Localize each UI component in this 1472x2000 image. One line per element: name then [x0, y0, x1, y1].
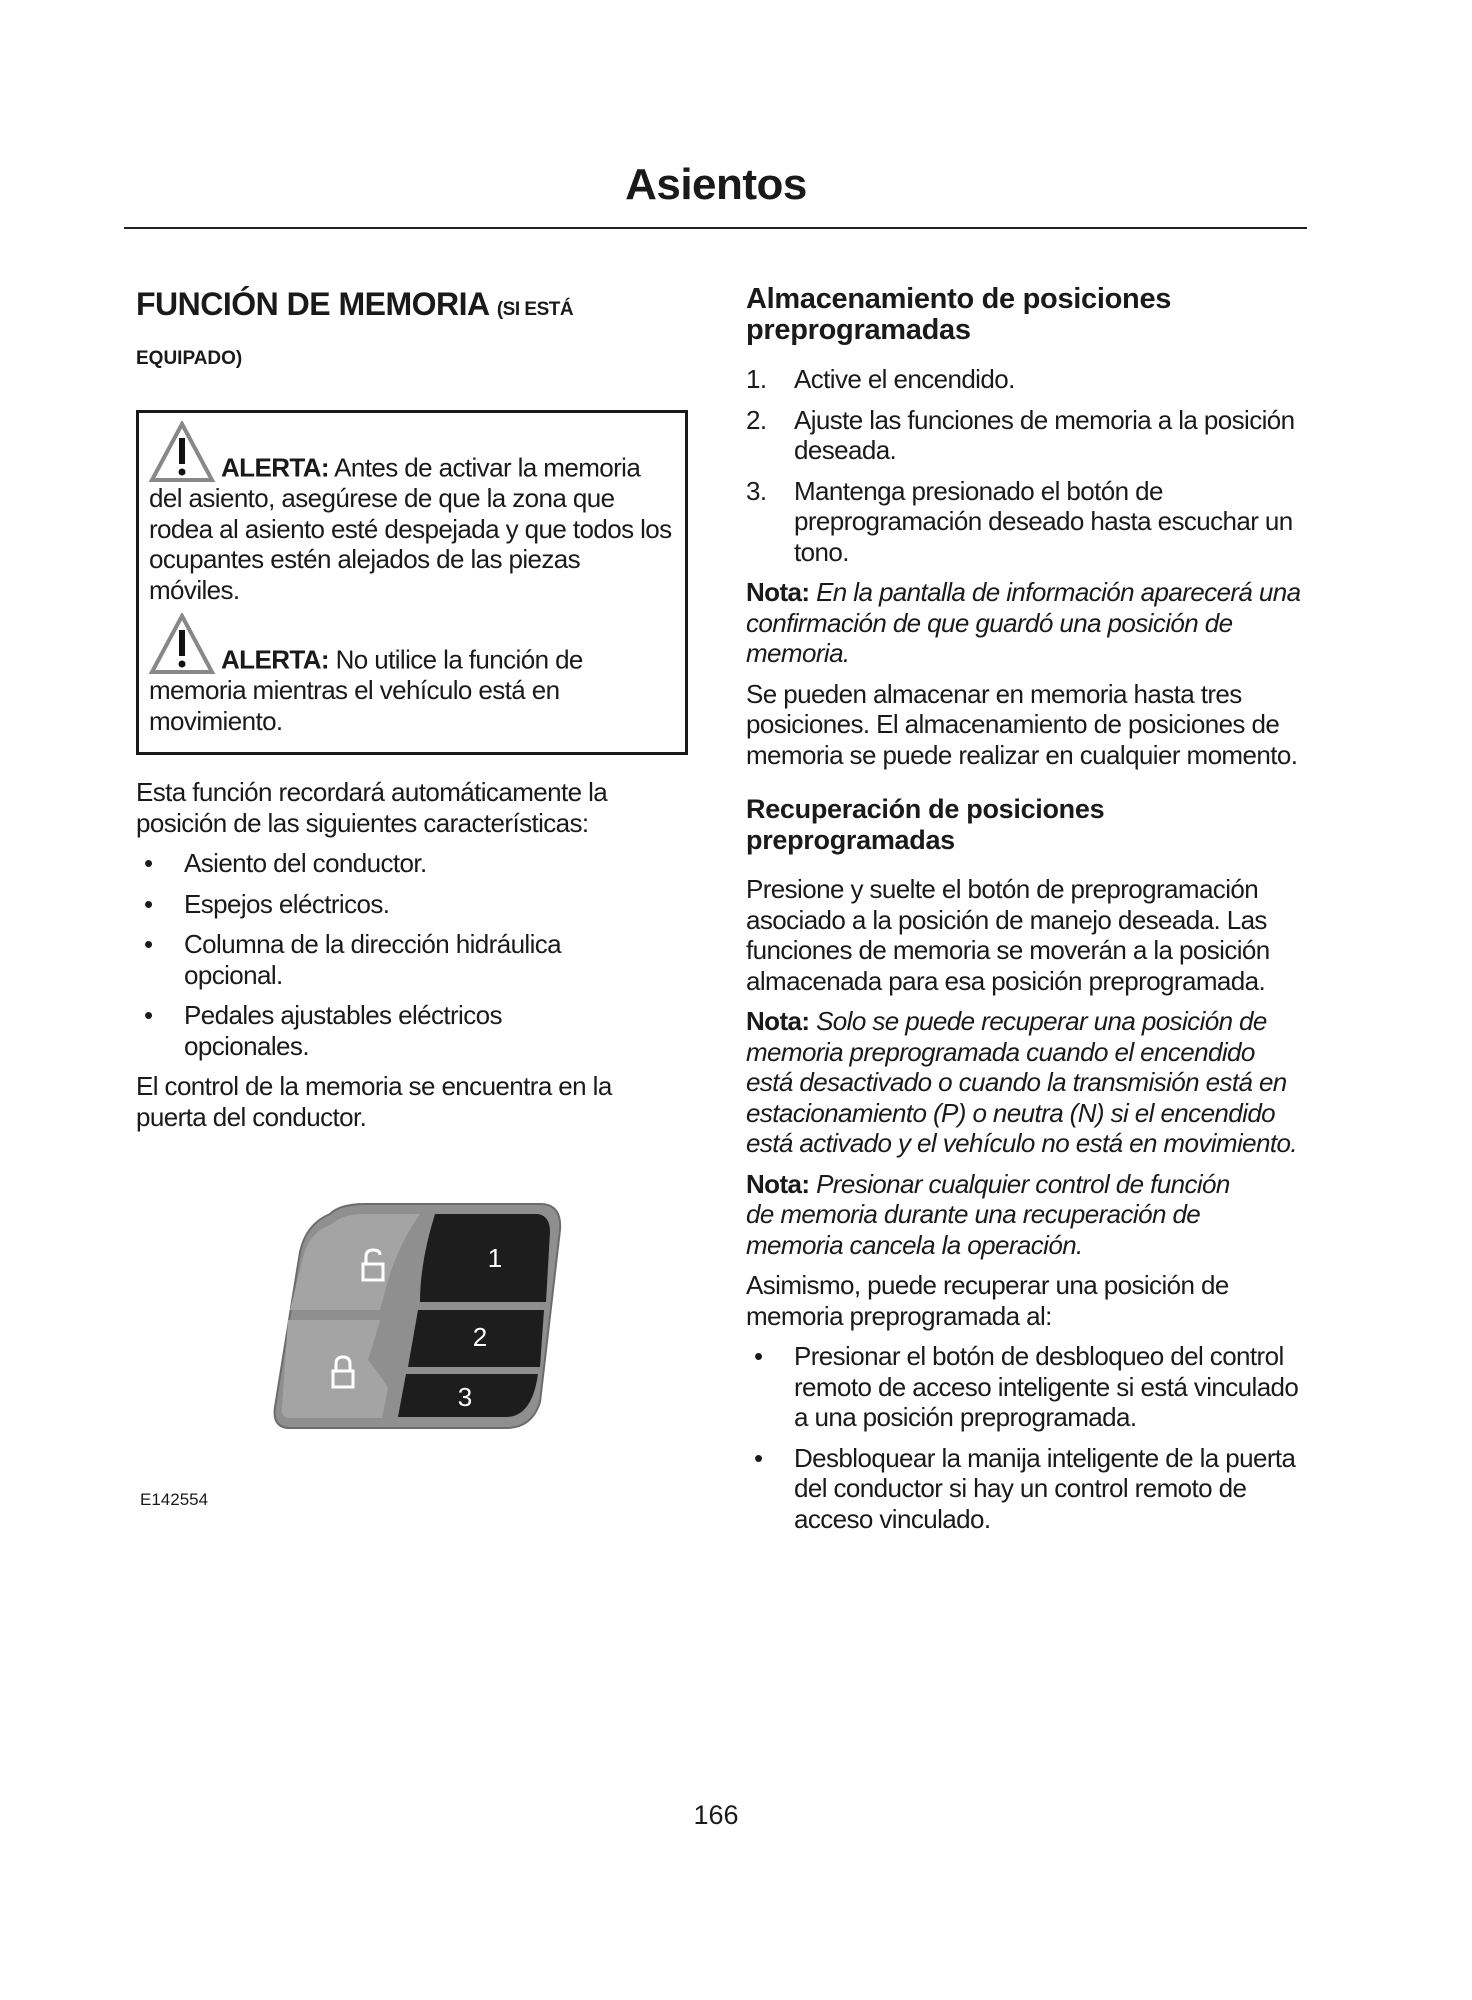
store-paragraph: Se pueden almacenar en memoria hasta tres posiciones. El almacenamiento de posiciones de memoria se puede realizar en cualquier momento. — [746, 678, 1298, 770]
list-item-text: Pedales ajustables eléctricos opcionales. — [184, 1000, 502, 1061]
list-item-text: Presionar el botón de desbloqueo del control remoto de acceso inteligente si está vinculado a una posición preprogramada. — [794, 1341, 1299, 1432]
page-number: 166 — [693, 1800, 739, 1830]
list-item: • Desbloquear la manija inteligente de la puerta del conductor si hay un control remoto de acceso vinculado. — [754, 1442, 1296, 1534]
note-label: Nota: — [746, 1006, 810, 1036]
list-item-text: Desbloquear la manija inteligente de la puerta del conductor si hay un control remoto de acceso vinculado. — [794, 1442, 1296, 1534]
heading-small: (SI ESTÁ — [496, 299, 574, 320]
note-text: Solo se puede recuperar una posición de memoria preprogramada cuando el encendido está desactivado o cuando la transmisión está en estacionamiento (P) o neutra (N) si el encendido está activado y el vehículo no está en movimiento. — [746, 1006, 1297, 1158]
warning-triangle-icon — [149, 421, 215, 483]
note-label: Nota: — [746, 1168, 810, 1199]
alert-2 — [149, 613, 675, 736]
step-number: 1. — [746, 364, 767, 394]
figure-caption: E142554 — [140, 1490, 209, 1509]
list-item-text: Columna de la dirección hidráulica opcional. — [184, 929, 562, 990]
control-paragraph: El control de la memoria se encuentra en la puerta del conductor. — [136, 1071, 612, 1132]
recall-heading: Recuperación de posiciones preprogramadas — [746, 794, 1105, 855]
page-title: Asientos — [625, 160, 807, 209]
step-text: Mantenga presionado el botón de preprogramación deseado hasta escuchar un tono. — [794, 475, 1293, 567]
step-number: 2. — [746, 404, 767, 435]
memory-button-1 — [420, 1214, 550, 1302]
button-1-label: 1 — [487, 1243, 503, 1273]
alert-text: Antes de activar la memoria del asiento, asegúrese de que la zona que rodea al asiento esté despejada y que todos los ocupantes estén alejados de las piezas móviles. — [149, 452, 672, 605]
left-column — [136, 284, 688, 1510]
warning-triangle-icon — [149, 613, 215, 675]
step-item — [746, 476, 1294, 568]
button-2-label: 2 — [472, 1322, 488, 1352]
also-paragraph: Asimismo, puede recuperar una posición de memoria preprogramada al: — [746, 1270, 1229, 1331]
alert-box — [136, 410, 688, 755]
alert-1 — [149, 421, 675, 605]
note-3 — [746, 1169, 1246, 1261]
store-heading: Almacenamiento de posiciones preprogramadas — [746, 283, 1172, 346]
list-item: • Espejos eléctricos. — [144, 888, 390, 919]
button-3-label: 3 — [457, 1382, 473, 1412]
heading-text: FUNCIÓN DE MEMORIA — [136, 286, 489, 322]
right-column — [746, 284, 1306, 1544]
note-label: Nota: — [746, 577, 810, 607]
note-2 — [746, 1006, 1306, 1159]
recall-paragraph: Presione y suelte el botón de preprogramación asociado a la posición de manejo deseada. Las funciones de memoria se moverán a la posición almacenada para esa posición preprogramada. — [746, 874, 1270, 996]
alert-label: ALERTA: — [221, 644, 329, 675]
alert-text: No utilice la función de memoria mientras el vehículo está en movimiento. — [149, 644, 583, 736]
step-item — [746, 405, 1306, 466]
list-item: • Asiento del conductor. — [144, 848, 427, 878]
intro-paragraph: Esta función recordará automáticamente la posición de las siguientes características: — [136, 777, 608, 838]
step-text: Ajuste las funciones de memoria a la posición deseada. — [794, 404, 1295, 465]
note-1 — [746, 577, 1306, 669]
note-text: Presionar cualquier control de función de memoria durante una recuperación de memoria cancela la operación. — [746, 1168, 1230, 1260]
step-item — [746, 364, 1306, 395]
section-heading — [136, 284, 688, 330]
step-number: 3. — [746, 475, 767, 506]
list-item: • Pedales ajustables eléctricos opcionales. — [144, 1000, 502, 1061]
section-heading-sub: EQUIPADO) — [136, 348, 243, 369]
note-text: En la pantalla de información aparecerá una confirmación de que guardó una posición de memoria. — [746, 577, 1301, 668]
list-item-text: Espejos eléctricos. — [184, 888, 390, 919]
list-item-text: Asiento del conductor. — [184, 848, 427, 878]
header-rule — [124, 227, 1307, 229]
step-text: Active el encendido. — [794, 364, 1015, 394]
list-item: • Presionar el botón de desbloqueo del control remoto de acceso inteligente si está vinculado a una posición preprogramada. — [754, 1341, 1299, 1432]
alert-label: ALERTA: — [221, 452, 329, 483]
memory-buttons-figure — [270, 1202, 570, 1438]
list-item: • Columna de la dirección hidráulica opcional. — [144, 929, 562, 990]
